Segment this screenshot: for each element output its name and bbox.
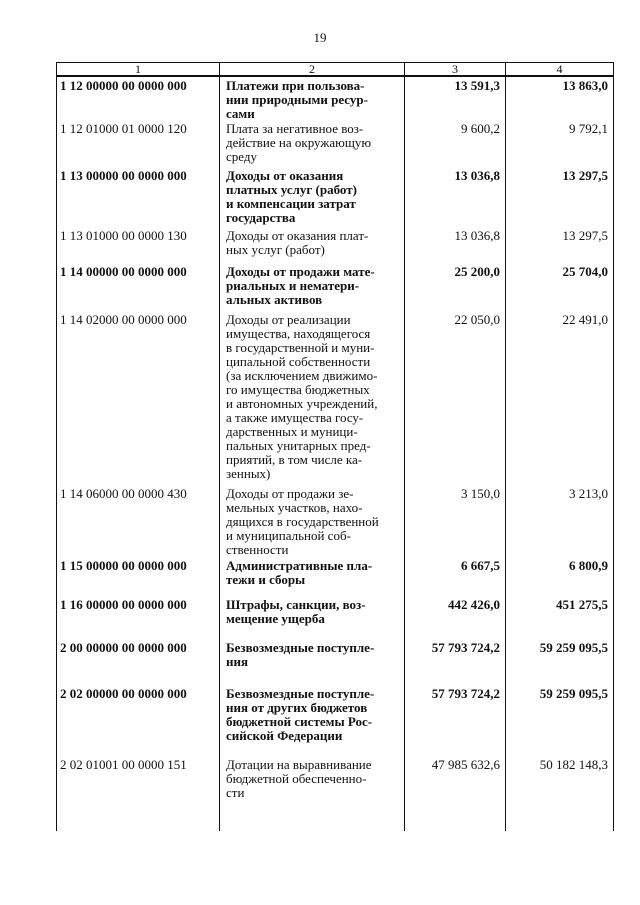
classification-code-cell: 2 02 01001 00 0000 151 bbox=[57, 755, 220, 831]
table-header-row bbox=[57, 63, 614, 77]
income-name-cell: Доходы от реализации имущества, находящегося в государственной и муни- ципальной собственности (за исключением движимо- го имущества бюджетных и автономных учреждений, а также имущества госу- дарственных и муници- пальных унитарных пред- приятий, в том числе ка- зенных) bbox=[220, 307, 405, 485]
table-row bbox=[57, 121, 614, 165]
income-name-cell: Платежи при пользова- нии природными ресур- сами bbox=[220, 76, 405, 121]
income-name-cell: Безвозмездные поступле- ния bbox=[220, 635, 405, 682]
value-col4-cell: 13 297,5 bbox=[506, 165, 614, 226]
value-col3-cell: 13 036,8 bbox=[405, 165, 506, 226]
value-col4-cell: 22 491,0 bbox=[506, 307, 614, 485]
value-col4-cell: 25 704,0 bbox=[506, 257, 614, 307]
value-col3-cell: 57 793 724,2 bbox=[405, 635, 506, 682]
classification-code-cell: 1 12 01000 01 0000 120 bbox=[57, 121, 220, 165]
value-col3-cell: 22 050,0 bbox=[405, 307, 506, 485]
classification-code-cell: 1 15 00000 00 0000 000 bbox=[57, 557, 220, 595]
classification-code-cell: 1 13 00000 00 0000 000 bbox=[57, 165, 220, 226]
table-row bbox=[57, 557, 614, 595]
table-row bbox=[57, 485, 614, 557]
value-col4-cell: 3 213,0 bbox=[506, 485, 614, 557]
table-row bbox=[57, 595, 614, 635]
value-col4-cell: 9 792,1 bbox=[506, 121, 614, 165]
value-col3-cell: 57 793 724,2 bbox=[405, 682, 506, 755]
value-col3-cell: 442 426,0 bbox=[405, 595, 506, 635]
classification-code-cell: 1 12 00000 00 0000 000 bbox=[57, 76, 220, 121]
income-name-cell: Доходы от продажи мате- риальных и нематери- альных активов bbox=[220, 257, 405, 307]
table-row bbox=[57, 307, 614, 485]
value-col3-cell: 6 667,5 bbox=[405, 557, 506, 595]
value-col4-cell: 13 297,5 bbox=[506, 226, 614, 257]
classification-code-cell: 1 14 00000 00 0000 000 bbox=[57, 257, 220, 307]
value-col3-cell: 13 036,8 bbox=[405, 226, 506, 257]
value-col3-cell: 9 600,2 bbox=[405, 121, 506, 165]
value-col3-cell: 3 150,0 bbox=[405, 485, 506, 557]
column-header: 2 bbox=[220, 63, 405, 77]
table-row bbox=[57, 76, 614, 121]
table-row bbox=[57, 682, 614, 755]
value-col4-cell: 451 275,5 bbox=[506, 595, 614, 635]
value-col4-cell: 13 863,0 bbox=[506, 76, 614, 121]
income-name-cell: Безвозмездные поступле- ния от других бюджетов бюджетной системы Рос- сийской Федерации bbox=[220, 682, 405, 755]
table-row bbox=[57, 226, 614, 257]
page-number: 19 bbox=[313, 30, 327, 45]
value-col3-cell: 25 200,0 bbox=[405, 257, 506, 307]
column-header: 3 bbox=[405, 63, 506, 77]
column-header: 4 bbox=[506, 63, 614, 77]
value-col3-cell: 47 985 632,6 bbox=[405, 755, 506, 831]
classification-code-cell: 1 16 00000 00 0000 000 bbox=[57, 595, 220, 635]
income-name-cell: Доходы от оказания платных услуг (работ) и компенсации затрат государства bbox=[220, 165, 405, 226]
table-row bbox=[57, 635, 614, 682]
table-row bbox=[57, 257, 614, 307]
income-name-cell: Доходы от оказания плат- ных услуг (работ) bbox=[220, 226, 405, 257]
classification-code-cell: 2 02 00000 00 0000 000 bbox=[57, 682, 220, 755]
income-name-cell: Штрафы, санкции, воз- мещение ущерба bbox=[220, 595, 405, 635]
income-name-cell: Административные пла- тежи и сборы bbox=[220, 557, 405, 595]
value-col4-cell: 50 182 148,3 bbox=[506, 755, 614, 831]
classification-code-cell: 2 00 00000 00 0000 000 bbox=[57, 635, 220, 682]
classification-code-cell: 1 13 01000 00 0000 130 bbox=[57, 226, 220, 257]
budget-table bbox=[56, 62, 614, 831]
value-col4-cell: 59 259 095,5 bbox=[506, 682, 614, 755]
value-col3-cell: 13 591,3 bbox=[405, 76, 506, 121]
table-row bbox=[57, 165, 614, 226]
value-col4-cell: 59 259 095,5 bbox=[506, 635, 614, 682]
income-name-cell: Доходы от продажи зе- мельных участков, нахо- дящихся в государственной и муниципальной соб- ственности bbox=[220, 485, 405, 557]
column-header: 1 bbox=[57, 63, 220, 77]
value-col4-cell: 6 800,9 bbox=[506, 557, 614, 595]
classification-code-cell: 1 14 06000 00 0000 430 bbox=[57, 485, 220, 557]
table-row bbox=[57, 755, 614, 831]
income-name-cell: Плата за негативное воз- действие на окружающую среду bbox=[220, 121, 405, 165]
income-name-cell: Дотации на выравнивание бюджетной обеспеченно- сти bbox=[220, 755, 405, 831]
classification-code-cell: 1 14 02000 00 0000 000 bbox=[57, 307, 220, 485]
